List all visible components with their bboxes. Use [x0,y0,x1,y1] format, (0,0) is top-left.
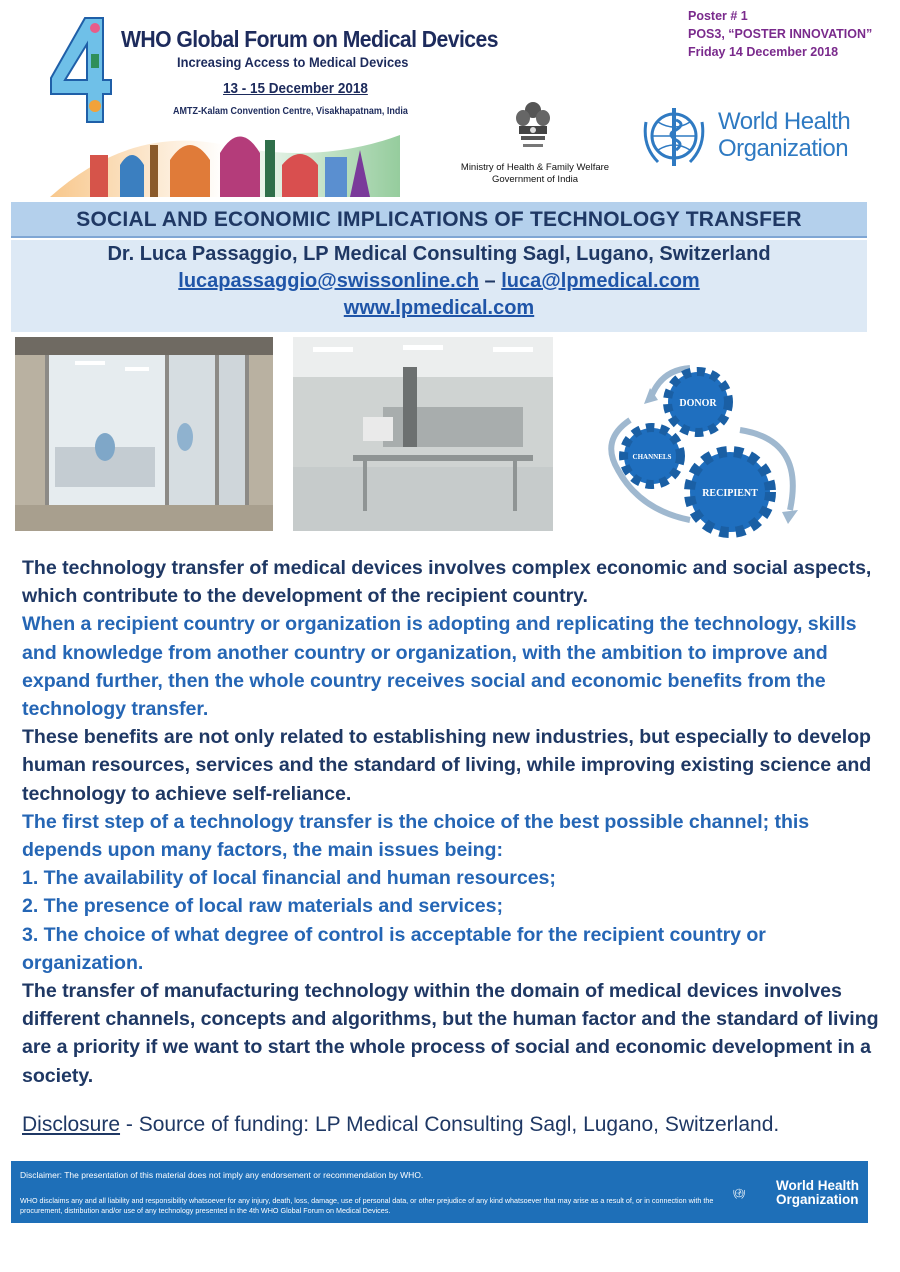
poster-session: POS3, “POSTER INNOVATION” [688,27,873,41]
poster-title: SOCIAL AND ECONOMIC IMPLICATIONS OF TECHNOLOGY TRANSFER [76,208,802,231]
ministry-line: Ministry of Health & Family Welfare [460,162,610,173]
forum-number-4-icon [45,14,113,126]
footer-liability: WHO disclaims any and all liability and responsibility whatsoever for any injury, death, loss, damage, use of personal data, or other prejudice of any kind whatsoever that may arise as a result of, or in connection with the procurement, distribution and/or use of any technology presented in the 4th WHO Global Forum on Medical Devices. [20,1196,714,1215]
list-item-1: 1. The availability of local financial and human resources; [22,867,556,890]
email-link-secondary[interactable]: luca@lpmedical.com [501,270,700,292]
who-wordmark [718,108,850,162]
cleanroom-photo [15,337,273,531]
government-line: Government of India [491,174,579,185]
author-line: Dr. Luca Passaggio, LP Medical Consulting Sagl, Lugano, Switzerland [107,243,771,265]
gear-label-donor: DONOR [679,398,717,409]
paragraph-conclusion: The transfer of manufacturing technology within the domain of medical devices involves different channels, concepts and algorithms, but the human factor and the standard of living are a priority if we want to start the whole process of social and economic development in a society. [22,980,879,1087]
national-emblem-icon [513,100,553,152]
author-band [11,240,867,332]
who-line2: Organization [718,135,849,162]
cleanroom-photo-illustration [15,337,273,531]
forum-title: WHO Global Forum on Medical Devices [121,26,498,52]
gear-label-recipient: RECIPIENT [702,488,758,499]
title-band [11,202,867,238]
email-separator: – [484,270,496,292]
disclosure-label: Disclosure [22,1113,121,1136]
paragraph-intro: The technology transfer of medical devices involves complex economic and social aspects, which contribute to the development of the recipient country. [22,557,872,608]
production-room-photo-illustration [293,337,553,531]
poster-header [0,0,900,200]
paragraph-adoption: When a recipient country or organization is adopting and replicating the technology, skills and knowledge from another country or organization, with the ambition to improve and expand further, then the whole country receives social and economic benefits from the technology transfer. [22,613,857,721]
production-room-photo [293,337,553,531]
ministry-caption [445,162,625,186]
paragraph-first-step: The first step of a technology transfer is the choice of the best possible channel; this depends upon many factors, the main issues being: [22,810,810,862]
who-line1: World Health [718,108,851,135]
email-link-primary[interactable]: lucapassaggio@swissonline.ch [178,270,479,292]
website-link[interactable]: www.lpmedical.com [343,297,535,319]
who-footer-wordmark [776,1179,859,1207]
who-footer-line2: Organization [776,1192,859,1207]
disclosure-line [22,1113,779,1137]
poster-info [688,7,872,61]
disclosure-text: - Source of funding: LP Medical Consulting Sagl, Lugano, Switzerland. [120,1113,780,1136]
poster-date: Friday 14 December 2018 [688,45,839,59]
paragraph-benefits: These benefits are not only related to establishing new industries, but especially to develop human resources, services and the standard of living, while improving existing science and technology to achieve self-reliance. [22,726,872,805]
who-footer-line1: World Health [776,1178,860,1193]
website-line [11,297,867,320]
arrow-head-right [782,510,798,524]
india-skyline-illustration [50,115,400,197]
footer-disclaimer: Disclaimer: The presentation of this material does not imply any endorsement or recommendation by WHO. [20,1170,424,1180]
list-item-3: 3. The choice of what degree of control is acceptable for the recipient country or organization. [22,923,766,974]
email-line [11,270,867,293]
who-footer-emblem-icon [733,1173,773,1213]
forum-subtitle: Increasing Access to Medical Devices [177,54,409,70]
poster-number: Poster # 1 [688,9,748,23]
technology-transfer-diagram [600,360,810,540]
gear-label-channels: CHANNELS [632,453,672,461]
forum-venue: AMTZ-Kalam Convention Centre, Visakhapatnam, India [173,106,408,117]
who-emblem-icon [638,102,710,170]
body-text [22,554,882,1090]
forum-dates: 13 - 15 December 2018 [223,80,368,97]
footer-disclaimer-band [11,1161,868,1223]
list-item-2: 2. The presence of local raw materials and services; [22,895,503,918]
